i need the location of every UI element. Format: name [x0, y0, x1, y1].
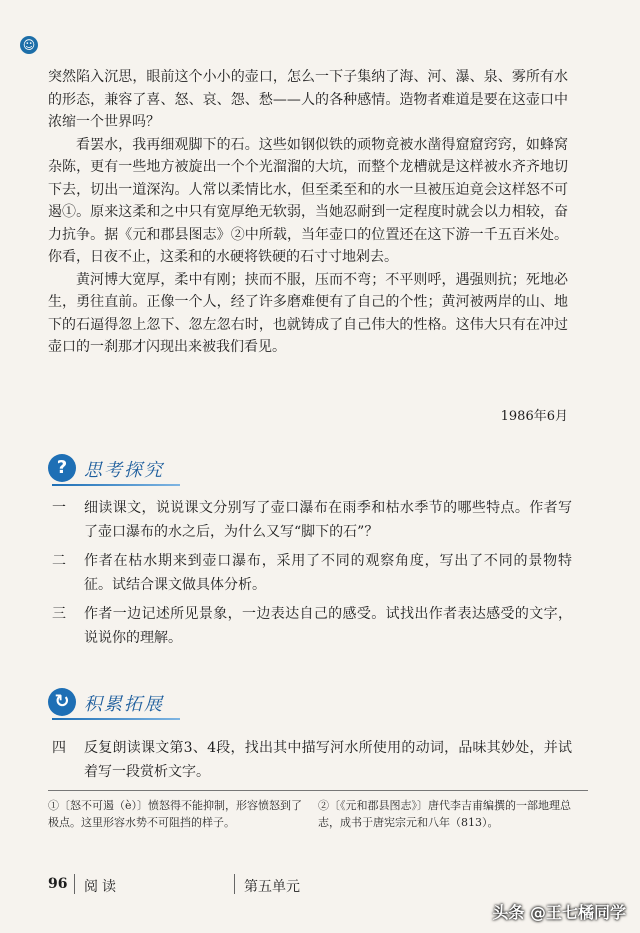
question-text: 细读课文，说说课文分别写了壶口瀑布在雨季和枯水季节的哪些特点。作者写了壶口瀑布的水之后，为什么又写“脚下的石”？ — [84, 500, 572, 540]
footnote-1: ①〔怒不可遏（è）〕愤怒得不能抑制，形容愤怒到了极点。这里形容水势不可阻挡的样子。 — [48, 799, 303, 829]
page-number: 96 — [48, 876, 68, 892]
footer-section-label: 阅读 — [84, 879, 120, 895]
question-text: 作者一边记述所见景象，一边表达自己的感受。试找出作者表达感受的文字，说说你的理解。 — [84, 606, 572, 646]
paragraph-1: 突然陷入沉思，眼前这个小小的壶口，怎么一下子集纳了海、河、瀑、泉、雾所有水的形态，兼容了喜、怒、哀、怨、愁——人的各种感情。造物者难道是要在这壶口中浓缩一个世界吗？ — [48, 69, 568, 130]
question-badge-icon: ? — [48, 454, 76, 482]
section-extend-underline — [52, 718, 180, 720]
question-item — [52, 736, 572, 784]
paragraph-3: 黄河博大宽厚，柔中有刚；挟而不服，压而不弯；不平则呼，遇强则抗；死地必生，勇往直前。正像一个人，经了许多磨难便有了自己的个性；黄河被两岸的山、地下的石逼得忽上忽下、忽左忽右时，也就铸成了自己伟大的性格。这伟大只有在冲过壶口的一刹那才闪现出来被我们看见。 — [48, 271, 568, 355]
corner-smile-icon: ☺ — [20, 36, 38, 54]
footnote-divider — [48, 790, 588, 791]
footer-divider-left — [74, 874, 75, 894]
footer-unit-label: 第五单元 — [244, 879, 300, 895]
question-item — [52, 549, 572, 597]
question-item — [52, 496, 572, 544]
article-body — [48, 66, 568, 359]
paragraph-2: 看罢水，我再细观脚下的石。这些如钢似铁的顽物竟被水凿得窟窟窍窍，如蜂窝杂陈，更有一些地方被旋出一个个光溜溜的大坑，而整个龙槽就是这样被水齐齐地切下去，切出一道深沟。人常以柔情比水，但至柔至和的水一旦被压迫竟会这样怒不可遏①。原来这柔和之中只有宽厚绝无软弱，当她忍耐到一定程度时就会以力相较，奋力抗争。据《元和郡县图志》②中所载，当年壶口的位置还在这下游一千五百米处。你看，日夜不止，这柔和的水硬将铁硬的石寸寸地剁去。 — [48, 136, 568, 265]
footnote-2: ②〔《元和郡县图志》〕唐代李吉甫编撰的一部地理总志，成书于唐宪宗元和八年（813）。 — [318, 799, 571, 829]
section-think-underline — [52, 484, 180, 486]
article-date: 1986年6月 — [500, 409, 568, 424]
watermark-text: 头条 @王七橘同学 — [492, 903, 626, 922]
footer-divider-right — [234, 874, 235, 894]
question-number: 二 — [52, 553, 66, 569]
section-think-title: 思考探究 — [84, 460, 164, 481]
question-text: 作者在枯水期来到壶口瀑布，采用了不同的观察角度，写出了不同的景物特征。试结合课文做具体分析。 — [84, 553, 572, 593]
page-footer — [0, 866, 640, 902]
question-number: 三 — [52, 606, 66, 622]
think-question-list — [52, 496, 572, 655]
question-text: 反复朗读课文第3、4段，找出其中描写河水所使用的动词，品味其妙处，并试着写一段赏析文字。 — [84, 740, 572, 780]
question-number: 四 — [52, 740, 66, 756]
section-extend-title: 积累拓展 — [84, 694, 164, 715]
question-item — [52, 602, 572, 650]
question-number: 一 — [52, 500, 66, 516]
refresh-badge-icon: ↻ — [48, 688, 76, 716]
extend-question-list — [52, 736, 572, 789]
